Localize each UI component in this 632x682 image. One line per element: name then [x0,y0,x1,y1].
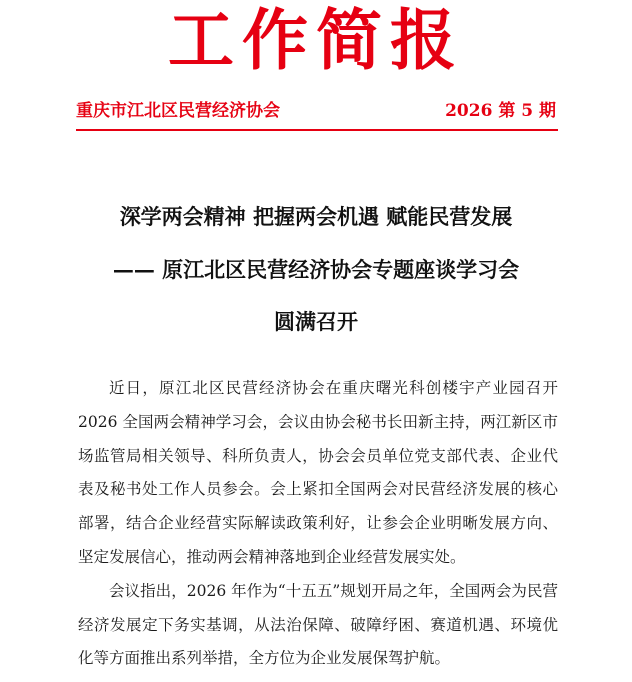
header-line [76,98,556,124]
article-paragraph-2: 会议指出，2026 年作为“十五五”规划开局之年，全国两会为民营经济发展定下务实基调，从法治保障、破障纾困、赛道机遇、环境优化等方面推出系列举措，全方位为企业发展保驾护航。 [78,581,558,668]
issue-number: 2026 第 5 期 [445,101,556,121]
article-title-line-2: —— 原江北区民营经济协会专题座谈学习会 [112,257,520,282]
article-paragraph-1: 近日，原江北区民营经济协会在重庆曙光科创楼宇产业园召开 2026 全国两会精神学习会，会议由协会秘书长田新主持，两江新区市场监管局相关领导、科所负责人，协会会员单位党支部代表、企业代表及秘书处工作人员参会。会上紧扣全国两会对民营经济发展的核心部署，结合企业经营实际解读政策利好，让参会企业明晰发展方向、坚定发展信心，推动两会精神落地到企业经营发展实处。 [78,379,558,566]
article-title-line-3: 圆满召开 [274,309,358,334]
header-divider [76,129,558,131]
article-title-line-1: 深学两会精神 把握两会机遇 赋能民营发展 [119,204,513,229]
masthead-title: 工作简报 [168,1,464,79]
article-body [78,372,558,676]
organization-name: 重庆市江北区民营经济协会 [76,101,280,121]
